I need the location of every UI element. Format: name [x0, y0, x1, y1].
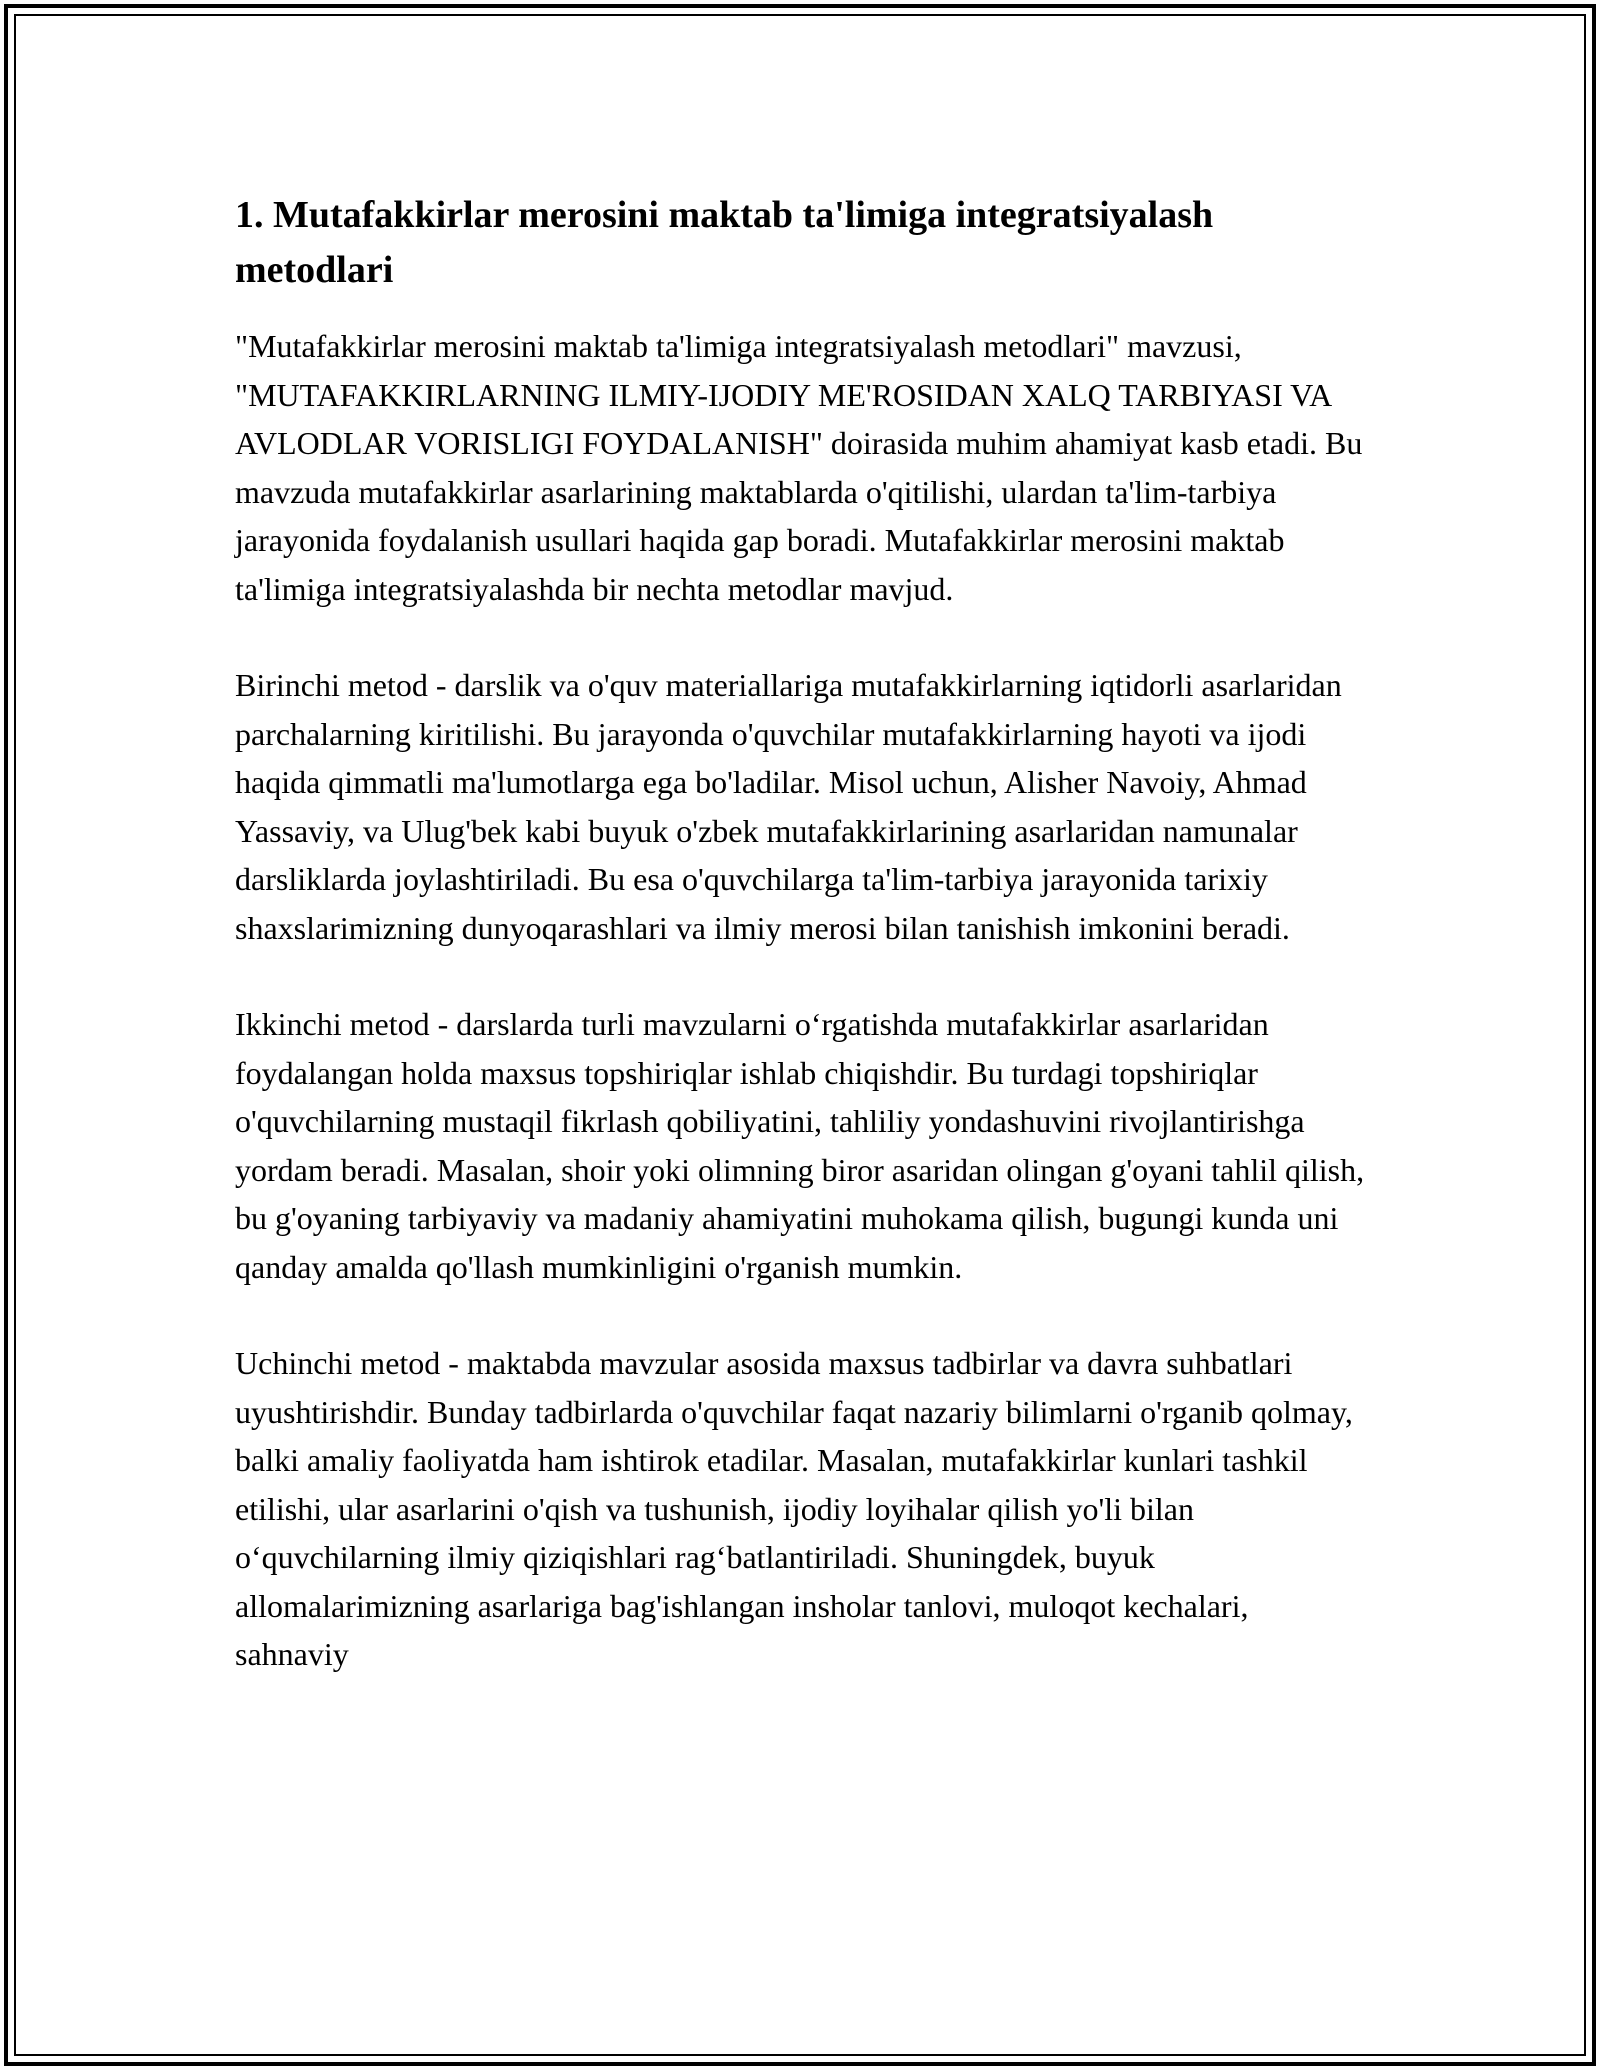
- paragraph-method-3: Uchinchi metod - maktabda mavzular asosida maxsus tadbirlar va davra suhbatlari uyushtirishdir. Bunday tadbirlarda o'quvchilar faqat nazariy bilimlarni o'rganib qolmay, balki amaliy faoliyatda ham ishtirok etadilar. Masalan, mutafakkirlar kunlari tashkil etilishi, ular asarlarini o'qish va tushunish, ijodiy loyihalar qilish yo'li bilan o‘quvchilarning ilmiy qiziqishlari rag‘batlantiriladi. Shuningdek, buyuk allomalarimizning asarlariga bag'ishlangan insholar tanlovi, muloqot kechalari, sahnaviy: [235, 1345, 1353, 1672]
- paragraph-method-1: Birinchi metod - darslik va o'quv materiallariga mutafakkirlarning iqtidorli asarlaridan parchalarning kiritilishi. Bu jarayonda o'quvchilar mutafakkirlarning hayoti va ijodi haqida qimmatli ma'lumotlarga ega bo'ladilar. Misol uchun, Alisher Navoiy, Ahmad Yassaviy, va Ulug'bek kabi buyuk o'zbek mutafakkirlarining asarlaridan namunalar darsliklarda joylashtiriladi. Bu esa o'quvchilarga ta'lim-tarbiya jarayonida tarixiy shaxslarimizning dunyoqarashlari va ilmiy merosi bilan tanishish imkonini beradi.: [235, 667, 1342, 946]
- paragraph-method-2: Ikkinchi metod - darslarda turli mavzularni o‘rgatishda mutafakkirlar asarlaridan foydalangan holda maxsus topshiriqlar ishlab chiqishdir. Bu turdagi topshiriqlar o'quvchilarning mustaqil fikrlash qobiliyatini, tahliliy yondashuvini rivojlantirishga yordam beradi. Masalan, shoir yoki olimning biror asaridan olingan g'oyani tahlil qilish, bu g'oyaning tarbiyaviy va madaniy ahamiyatini muhokama qilish, bugungi kunda uni qanday amalda qo'llash mumkinligini o'rganish mumkin.: [235, 1006, 1365, 1285]
- paragraph-intro: "Mutafakkirlar merosini maktab ta'limiga integratsiyalash metodlari" mavzusi, "MUTAFAKKIRLARNING ILMIY-IJODIY ME'ROSIDAN XALQ TARBIYASI VA AVLODLAR VORISLIGI FOYDALANISH" doirasida muhim ahamiyat kasb etadi. Bu mavzuda mutafakkirlar asarlarining maktablarda o'qitilishi, ulardan ta'lim-tarbiya jarayonida foydalanish usullari haqida gap boradi. Mutafakkirlar merosini maktab ta'limiga integratsiyalashda bir nechta metodlar mavjud.: [235, 328, 1363, 607]
- document-body: [235, 188, 1365, 1727]
- section-heading: 1. Mutafakkirlar merosini maktab ta'limiga integratsiyalash metodlari: [235, 194, 1214, 291]
